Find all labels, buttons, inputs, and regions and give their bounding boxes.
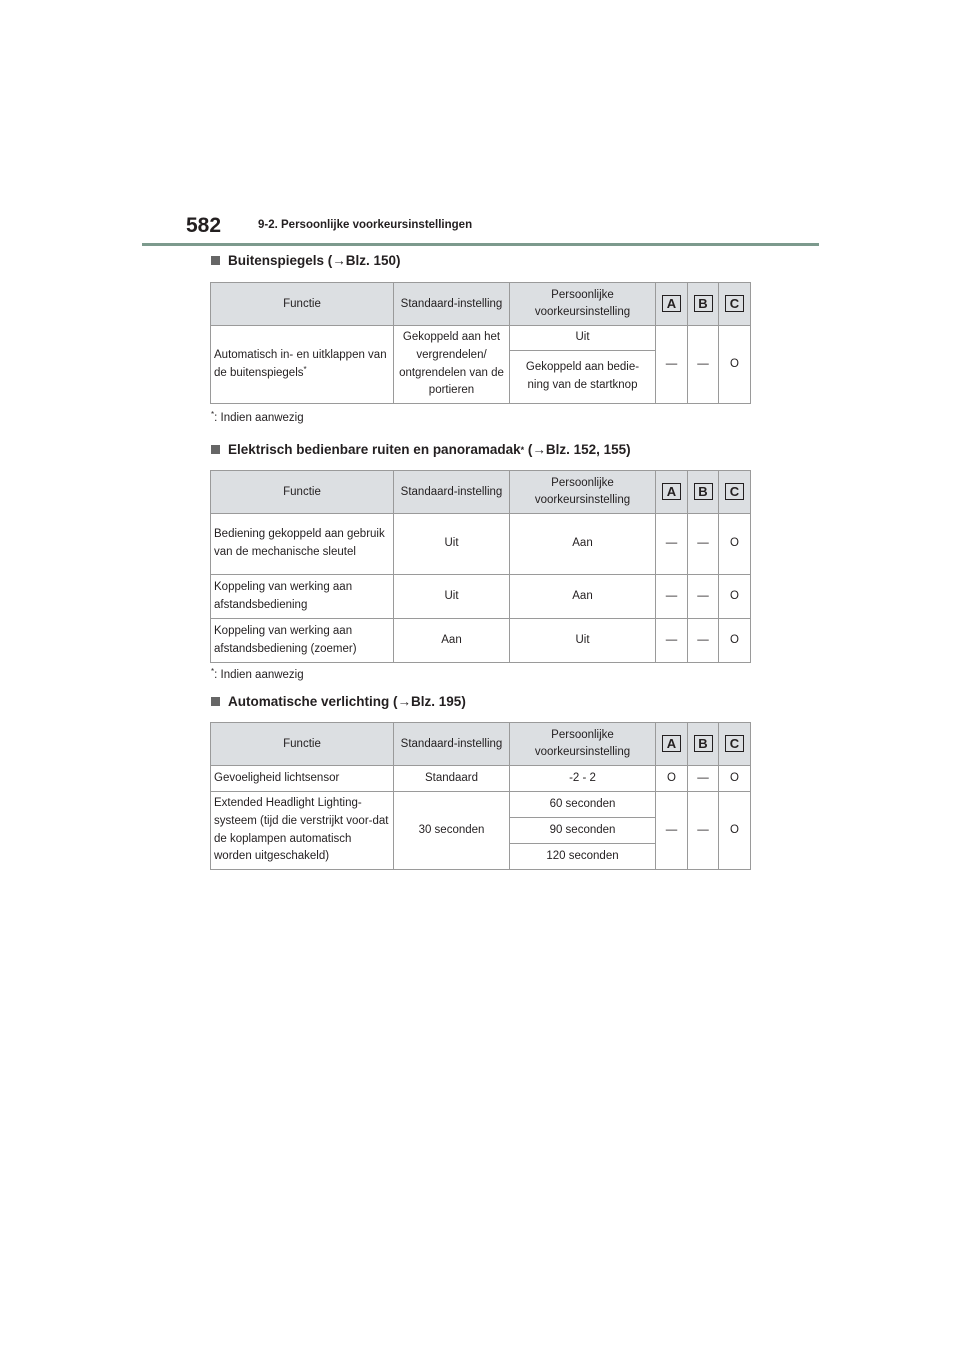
section-heading-buitenspiegels bbox=[211, 253, 401, 268]
settings-table-buitenspiegels bbox=[210, 282, 751, 404]
column-header-a bbox=[656, 283, 688, 326]
letter-b-icon: B bbox=[694, 735, 713, 752]
cell-a: — bbox=[656, 575, 688, 619]
chapter-header: 9-2. Persoonlijke voorkeursinstellingen bbox=[258, 219, 473, 231]
cell-persoonlijk-option: 90 seconden bbox=[510, 818, 656, 844]
cell-b: — bbox=[688, 514, 719, 575]
column-header-c bbox=[719, 471, 751, 514]
cell-functie: Koppeling van werking aan afstandsbediening bbox=[211, 575, 394, 619]
section-title: Automatische verlichting bbox=[228, 694, 390, 709]
cell-standaard: Standaard bbox=[394, 766, 510, 792]
cell-c: O bbox=[719, 792, 751, 870]
column-header-standaard: Standaard-instelling bbox=[394, 283, 510, 326]
cell-c: O bbox=[719, 619, 751, 663]
cell-persoonlijk-option: 60 seconden bbox=[510, 792, 656, 818]
section-title-reference: (→Blz. 152, 155) bbox=[524, 442, 631, 457]
cell-c: O bbox=[719, 575, 751, 619]
letter-c-icon: C bbox=[725, 483, 744, 500]
table-row bbox=[211, 619, 751, 663]
column-header-standaard: Standaard-instelling bbox=[394, 471, 510, 514]
letter-a-icon: A bbox=[662, 735, 681, 752]
cell-persoonlijk-option: Gekoppeld aan bedie- ning van de startknop bbox=[510, 351, 656, 404]
section-heading-ruiten: Elektrisch bedienbare ruiten en panoramadak * (→Blz. 152, 155) bbox=[211, 442, 631, 457]
column-header-persoonlijk: Persoonlijke voorkeursinstelling bbox=[510, 471, 656, 514]
square-bullet-icon bbox=[211, 697, 220, 706]
column-header-b bbox=[688, 471, 719, 514]
column-header-a bbox=[656, 723, 688, 766]
cell-functie: Koppeling van werking aan afstandsbediening (zoemer) bbox=[211, 619, 394, 663]
cell-persoonlijk: Aan bbox=[510, 575, 656, 619]
cell-standaard: 30 seconden bbox=[394, 792, 510, 870]
cell-a: — bbox=[656, 514, 688, 575]
cell-functie: Gevoeligheid lichtsensor bbox=[211, 766, 394, 792]
table-row bbox=[211, 575, 751, 619]
header-rule bbox=[142, 243, 819, 246]
table-header-row bbox=[211, 283, 751, 326]
section-title: Elektrisch bedienbare ruiten en panoramadak bbox=[228, 442, 521, 457]
section-title: Buitenspiegels bbox=[228, 253, 325, 268]
cell-standaard: Uit bbox=[394, 575, 510, 619]
square-bullet-icon bbox=[211, 445, 220, 454]
cell-c: O bbox=[719, 514, 751, 575]
table-row bbox=[211, 326, 751, 351]
cell-b: — bbox=[688, 792, 719, 870]
table-header-row bbox=[211, 723, 751, 766]
letter-a-icon: A bbox=[662, 295, 681, 312]
settings-table-ruiten bbox=[210, 470, 751, 663]
cell-persoonlijk-option: Uit bbox=[510, 326, 656, 351]
cell-a: — bbox=[656, 792, 688, 870]
letter-c-icon: C bbox=[725, 735, 744, 752]
cell-b: — bbox=[688, 766, 719, 792]
column-header-standaard: Standaard-instelling bbox=[394, 723, 510, 766]
cell-persoonlijk: Aan bbox=[510, 514, 656, 575]
cell-c: O bbox=[719, 326, 751, 404]
column-header-functie: Functie bbox=[211, 723, 394, 766]
column-header-functie: Functie bbox=[211, 471, 394, 514]
letter-c-icon: C bbox=[725, 295, 744, 312]
column-header-persoonlijk: Persoonlijke voorkeursinstelling bbox=[510, 723, 656, 766]
footnote: *: Indien aanwezig bbox=[211, 667, 304, 681]
table-row bbox=[211, 792, 751, 818]
cell-functie: Bediening gekoppeld aan gebruik van de mechanische sleutel bbox=[211, 514, 394, 575]
cell-functie: Extended Headlight Lighting-systeem (tijd die verstrijkt voor-dat de koplampen automatisch worden uitgeschakeld) bbox=[211, 792, 394, 870]
page-number: 582 bbox=[186, 214, 222, 237]
table-row bbox=[211, 766, 751, 792]
cell-a: — bbox=[656, 326, 688, 404]
table-header-row bbox=[211, 471, 751, 514]
cell-c: O bbox=[719, 766, 751, 792]
column-header-c bbox=[719, 723, 751, 766]
letter-b-icon: B bbox=[694, 483, 713, 500]
cell-b: — bbox=[688, 619, 719, 663]
footnote: *: Indien aanwezig bbox=[211, 410, 304, 424]
settings-table-verlichting bbox=[210, 722, 751, 870]
column-header-b bbox=[688, 283, 719, 326]
cell-standaard: Aan bbox=[394, 619, 510, 663]
cell-persoonlijk: -2 - 2 bbox=[510, 766, 656, 792]
column-header-c bbox=[719, 283, 751, 326]
column-header-functie: Functie bbox=[211, 283, 394, 326]
column-header-persoonlijk: Persoonlijke voorkeursinstelling bbox=[510, 283, 656, 326]
square-bullet-icon bbox=[211, 256, 220, 265]
cell-standaard: Uit bbox=[394, 514, 510, 575]
cell-b: — bbox=[688, 326, 719, 404]
column-header-a bbox=[656, 471, 688, 514]
cell-standaard: Gekoppeld aan het vergrendelen/ ontgrendelen van de portieren bbox=[394, 326, 510, 404]
cell-persoonlijk-option: 120 seconden bbox=[510, 844, 656, 870]
cell-a: O bbox=[656, 766, 688, 792]
section-title-reference: (→Blz. 150) bbox=[324, 253, 401, 268]
cell-persoonlijk: Uit bbox=[510, 619, 656, 663]
column-header-b bbox=[688, 723, 719, 766]
cell-functie: Automatisch in- en uitklappen van de buitenspiegels* bbox=[211, 326, 394, 404]
table-row bbox=[211, 514, 751, 575]
section-title-reference: (→Blz. 195) bbox=[389, 694, 466, 709]
letter-b-icon: B bbox=[694, 295, 713, 312]
cell-a: — bbox=[656, 619, 688, 663]
letter-a-icon: A bbox=[662, 483, 681, 500]
section-heading-verlichting bbox=[211, 694, 466, 709]
cell-b: — bbox=[688, 575, 719, 619]
